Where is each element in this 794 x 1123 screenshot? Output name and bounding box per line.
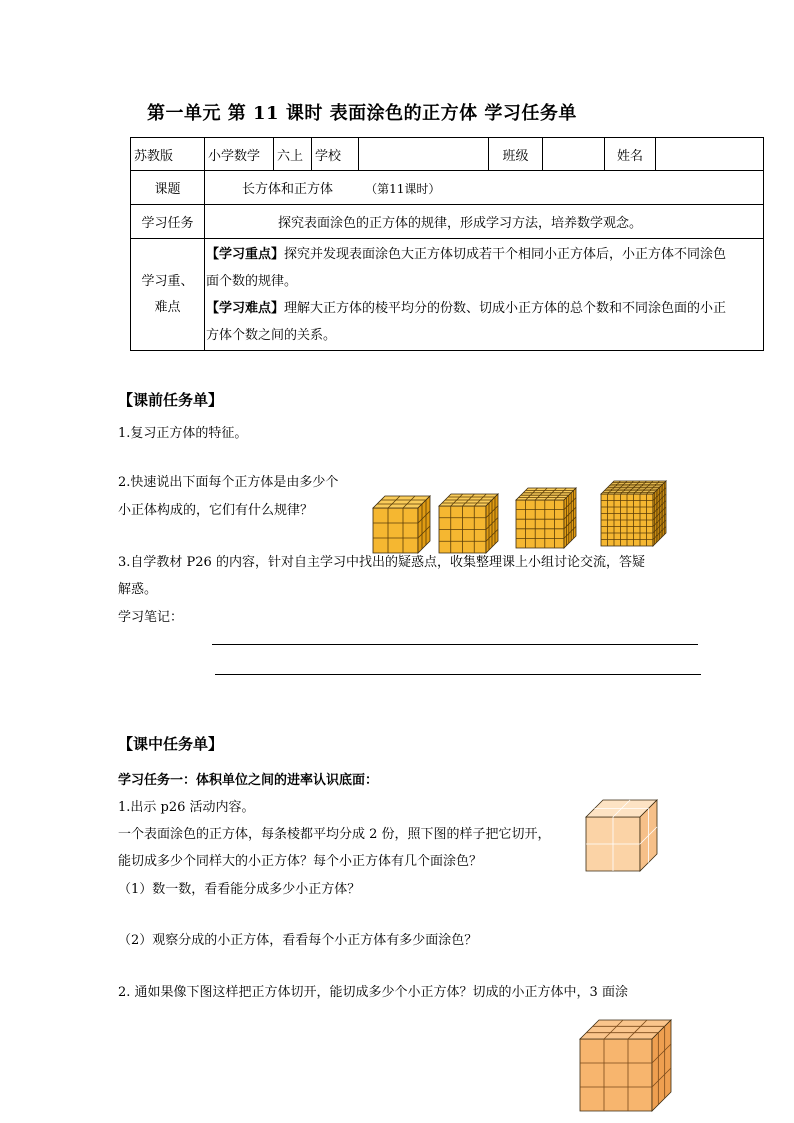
in-desc-line1: 一个表面涂色的正方体，每条棱都平均分成 2 份，照下图的样子把它切开，	[118, 827, 551, 842]
in-desc-line2: 能切成多少个同样大的小正方体？每个小正方体有几个面涂色？	[118, 854, 483, 869]
pre-item2-line1: 2.快速说出下面每个正方体是由多少个	[118, 475, 339, 490]
in-step1: 1.出示 p26 活动内容。	[118, 800, 255, 815]
focus-line1: 探究并发现表面涂色大正方体切成若干个相同小正方体后，小正方体不同涂色	[284, 246, 727, 262]
cube-3x3-orange-front	[580, 1039, 652, 1111]
in-item2: 2. 通如果像下图这样把正方体切开，能切成多少个小正方体？切成的小正方体中，3 面涂	[118, 985, 628, 1000]
keypoints-label-line2: 难点	[154, 299, 181, 315]
topic-label: 课题	[131, 171, 205, 205]
pre-item2-line2: 小正体构成的，它们有什么规律？	[118, 503, 314, 518]
notes-label: 学习笔记：	[118, 610, 184, 625]
in-q2: （2）观察分成的小正方体，看看每个小正方体有多少面涂色？	[118, 933, 478, 948]
cube-5x5-front	[516, 500, 564, 548]
focus-tag: 【学习重点】	[206, 246, 285, 262]
cube-3x3-front	[373, 508, 418, 553]
topic-lesson: （第11课时）	[365, 182, 441, 196]
task-text: 探究表面涂色的正方体的规律，形成学习方法，培养数学观念。	[278, 216, 643, 231]
in-class-heading: 【课中任务单】	[118, 735, 224, 753]
subject-cell: 小学数学	[205, 138, 274, 171]
class-label: 班级	[489, 138, 543, 171]
notes-line-1[interactable]	[212, 644, 698, 645]
task-label: 学习任务	[131, 205, 205, 239]
pre-item1: 1.复习正方体的特征。	[118, 426, 248, 441]
difficulty-tag: 【学习难点】	[206, 300, 285, 316]
difficulty-line1: 理解大正方体的棱平均分的份数、切成小正方体的总个数和不同涂色面的小正	[284, 300, 727, 316]
difficulty-line2: 方体个数之间的关系。	[206, 327, 337, 343]
name-label: 姓名	[605, 138, 656, 171]
keypoints-label-line1: 学习重、	[141, 273, 194, 289]
school-label: 学校	[312, 138, 359, 171]
focus-line2: 面个数的规律。	[206, 273, 298, 289]
task1-title: 学习任务一：体积单位之间的进率认识底面：	[118, 773, 379, 788]
pre-item3-line2: 解惑。	[118, 582, 158, 597]
pre-item3-line1: 3.自学教材 P26 的内容，针对自主学习中找出的疑惑点，收集整理课上小组讨论交流，答疑	[118, 555, 645, 570]
page-title: 第一单元 第 11 课时 表面涂色的正方体 学习任务单	[147, 103, 577, 124]
grade-cell: 六上	[274, 138, 312, 171]
topic-text: 长方体和正方体	[242, 182, 334, 197]
notes-line-2[interactable]	[215, 674, 701, 675]
pre-class-heading: 【课前任务单】	[118, 391, 224, 409]
publisher-cell: 苏教版	[131, 138, 205, 171]
in-q1: （1）数一数，看看能分成多少小正方体？	[118, 882, 361, 897]
